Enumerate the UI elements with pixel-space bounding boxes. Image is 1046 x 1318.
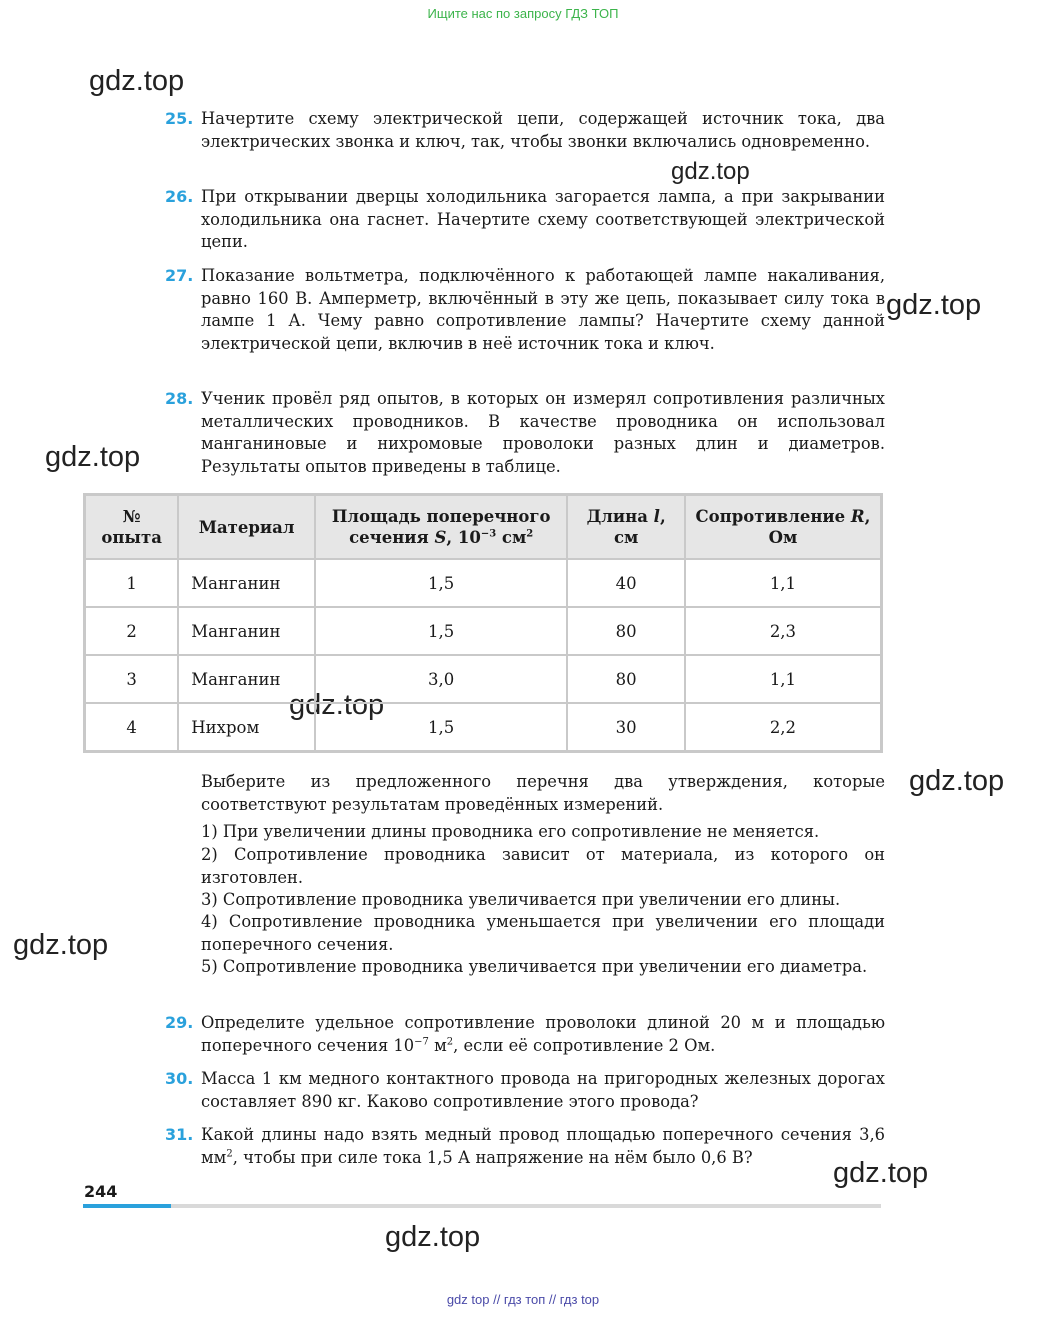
- cell-number: 3: [85, 655, 179, 703]
- watermark: gdz.top: [13, 929, 109, 961]
- header-resistance: Сопротивление R, Ом: [685, 495, 882, 560]
- results-table: [83, 493, 883, 753]
- cell-number: 2: [85, 607, 179, 655]
- option-5: 5) Сопротивление проводника увеличивается при увеличении его диаметра.: [201, 957, 868, 976]
- task-number: 26.: [165, 187, 194, 206]
- cell-area: 1,5: [315, 703, 568, 752]
- task-number: 31.: [165, 1125, 194, 1144]
- watermark: gdz.top: [833, 1157, 929, 1189]
- option-4: 4) Сопротивление проводника уменьшается при увеличении его площади поперечного сечения.: [201, 912, 885, 954]
- header-experiment-number: № опыта: [85, 495, 179, 560]
- cell-resistance: 2,2: [685, 703, 882, 752]
- question-text: Выберите из предложенного перечня два утверждения, которые соответствуют результатам проведённых измерений.: [201, 772, 885, 814]
- task-26: [165, 186, 885, 254]
- cell-length: 40: [567, 559, 684, 607]
- cell-area: 3,0: [315, 655, 568, 703]
- task-28: [165, 388, 885, 478]
- watermark: gdz.top: [45, 441, 141, 473]
- option-1: 1) При увеличении длины проводника его сопротивление не меняется.: [201, 822, 820, 841]
- cell-length: 30: [567, 703, 684, 752]
- cell-number: 4: [85, 703, 179, 752]
- cell-area: 1,5: [315, 607, 568, 655]
- cell-material: Нихром: [178, 703, 315, 752]
- task-29: [165, 1012, 885, 1057]
- footer-links[interactable]: gdz top // гдз топ // гдз top: [446, 1292, 600, 1307]
- option-2: 2) Сопротивление проводника зависит от материала, из которого он изготовлен.: [201, 845, 885, 887]
- task-30: [165, 1068, 885, 1113]
- page-divider-accent: [83, 1204, 171, 1208]
- task-text: Какой длины надо взять медный провод площадью поперечного сечения 3,6 $мм^2$, чтобы при силе тока 1,5 А напряжение на нём было 0,6 В?: [201, 1125, 885, 1167]
- header-length: Длина l, см: [567, 495, 684, 560]
- task-text: При открывании дверцы холодильника загорается лампа, а при закрывании холодильника она гаснет. Начертите схему соответствующей электрической цепи.: [201, 187, 885, 251]
- watermark: gdz.top: [909, 765, 1005, 797]
- task-25: [165, 108, 885, 153]
- table-header-row: [85, 495, 882, 560]
- page-number: 244: [84, 1182, 118, 1201]
- watermark: gdz.top: [671, 158, 750, 185]
- task-number: 27.: [165, 266, 194, 285]
- table-row: [85, 607, 882, 655]
- watermark: gdz.top: [289, 689, 385, 721]
- task-number: 29.: [165, 1013, 194, 1032]
- cell-area: 1,5: [315, 559, 568, 607]
- cell-length: 80: [567, 655, 684, 703]
- cell-material: Манганин: [178, 559, 315, 607]
- cell-number: 1: [85, 559, 179, 607]
- cell-material: Манганин: [178, 607, 315, 655]
- task-text: Начертите схему электрической цепи, содержащей источник тока, два электрических звонка и ключ, так, чтобы звонки включались одновременно.: [201, 109, 885, 151]
- task-text: Показание вольтметра, подключённого к работающей лампе накаливания, равно 160 В. Амперметр, включённый в эту же цепь, показывает силу тока в лампе 1 А. Чему равно сопротивление лампы? Начертите схему данной электрической цепи, включив в неё источник тока и ключ.: [201, 266, 885, 353]
- task-text: Ученик провёл ряд опытов, в которых он измерял сопротивления различных металлических проводников. В качестве проводника он использовал манганиновые и нихромовые проволоки разных длин и диаметров. Результаты опытов приведены в таблице.: [201, 389, 885, 476]
- cell-resistance: 1,1: [685, 559, 882, 607]
- top-banner[interactable]: Ищите нас по запросу ГДЗ ТОП: [427, 6, 619, 21]
- cell-material: Манганин: [178, 655, 315, 703]
- header-material: Материал: [178, 495, 315, 560]
- option-3: 3) Сопротивление проводника увеличивается при увеличении его длины.: [201, 890, 841, 909]
- task-number: 25.: [165, 109, 194, 128]
- watermark: gdz.top: [89, 65, 185, 97]
- watermark: gdz.top: [385, 1221, 481, 1253]
- cell-resistance: 2,3: [685, 607, 882, 655]
- page-divider: [83, 1204, 881, 1208]
- task-number: 30.: [165, 1069, 194, 1088]
- task-27: [165, 265, 885, 355]
- task-31: [165, 1124, 885, 1169]
- cell-resistance: 1,1: [685, 655, 882, 703]
- task-number: 28.: [165, 389, 194, 408]
- watermark: gdz.top: [886, 289, 982, 321]
- cell-length: 80: [567, 607, 684, 655]
- table-row: [85, 559, 882, 607]
- table-row: [85, 703, 882, 752]
- task-text: Масса 1 км медного контактного провода на пригородных железных дорогах составляет 890 кг. Каково сопротивление этого провода?: [201, 1069, 885, 1111]
- table-row: [85, 655, 882, 703]
- header-cross-section: Площадь поперечного сечения S, $10^{-3}$ $см^2$: [315, 495, 568, 560]
- task-text: Определите удельное сопротивление проволоки длиной 20 м и площадью поперечного сечения $10^{-7}$ $м^2$, если её сопротивление 2 Ом.: [201, 1013, 885, 1055]
